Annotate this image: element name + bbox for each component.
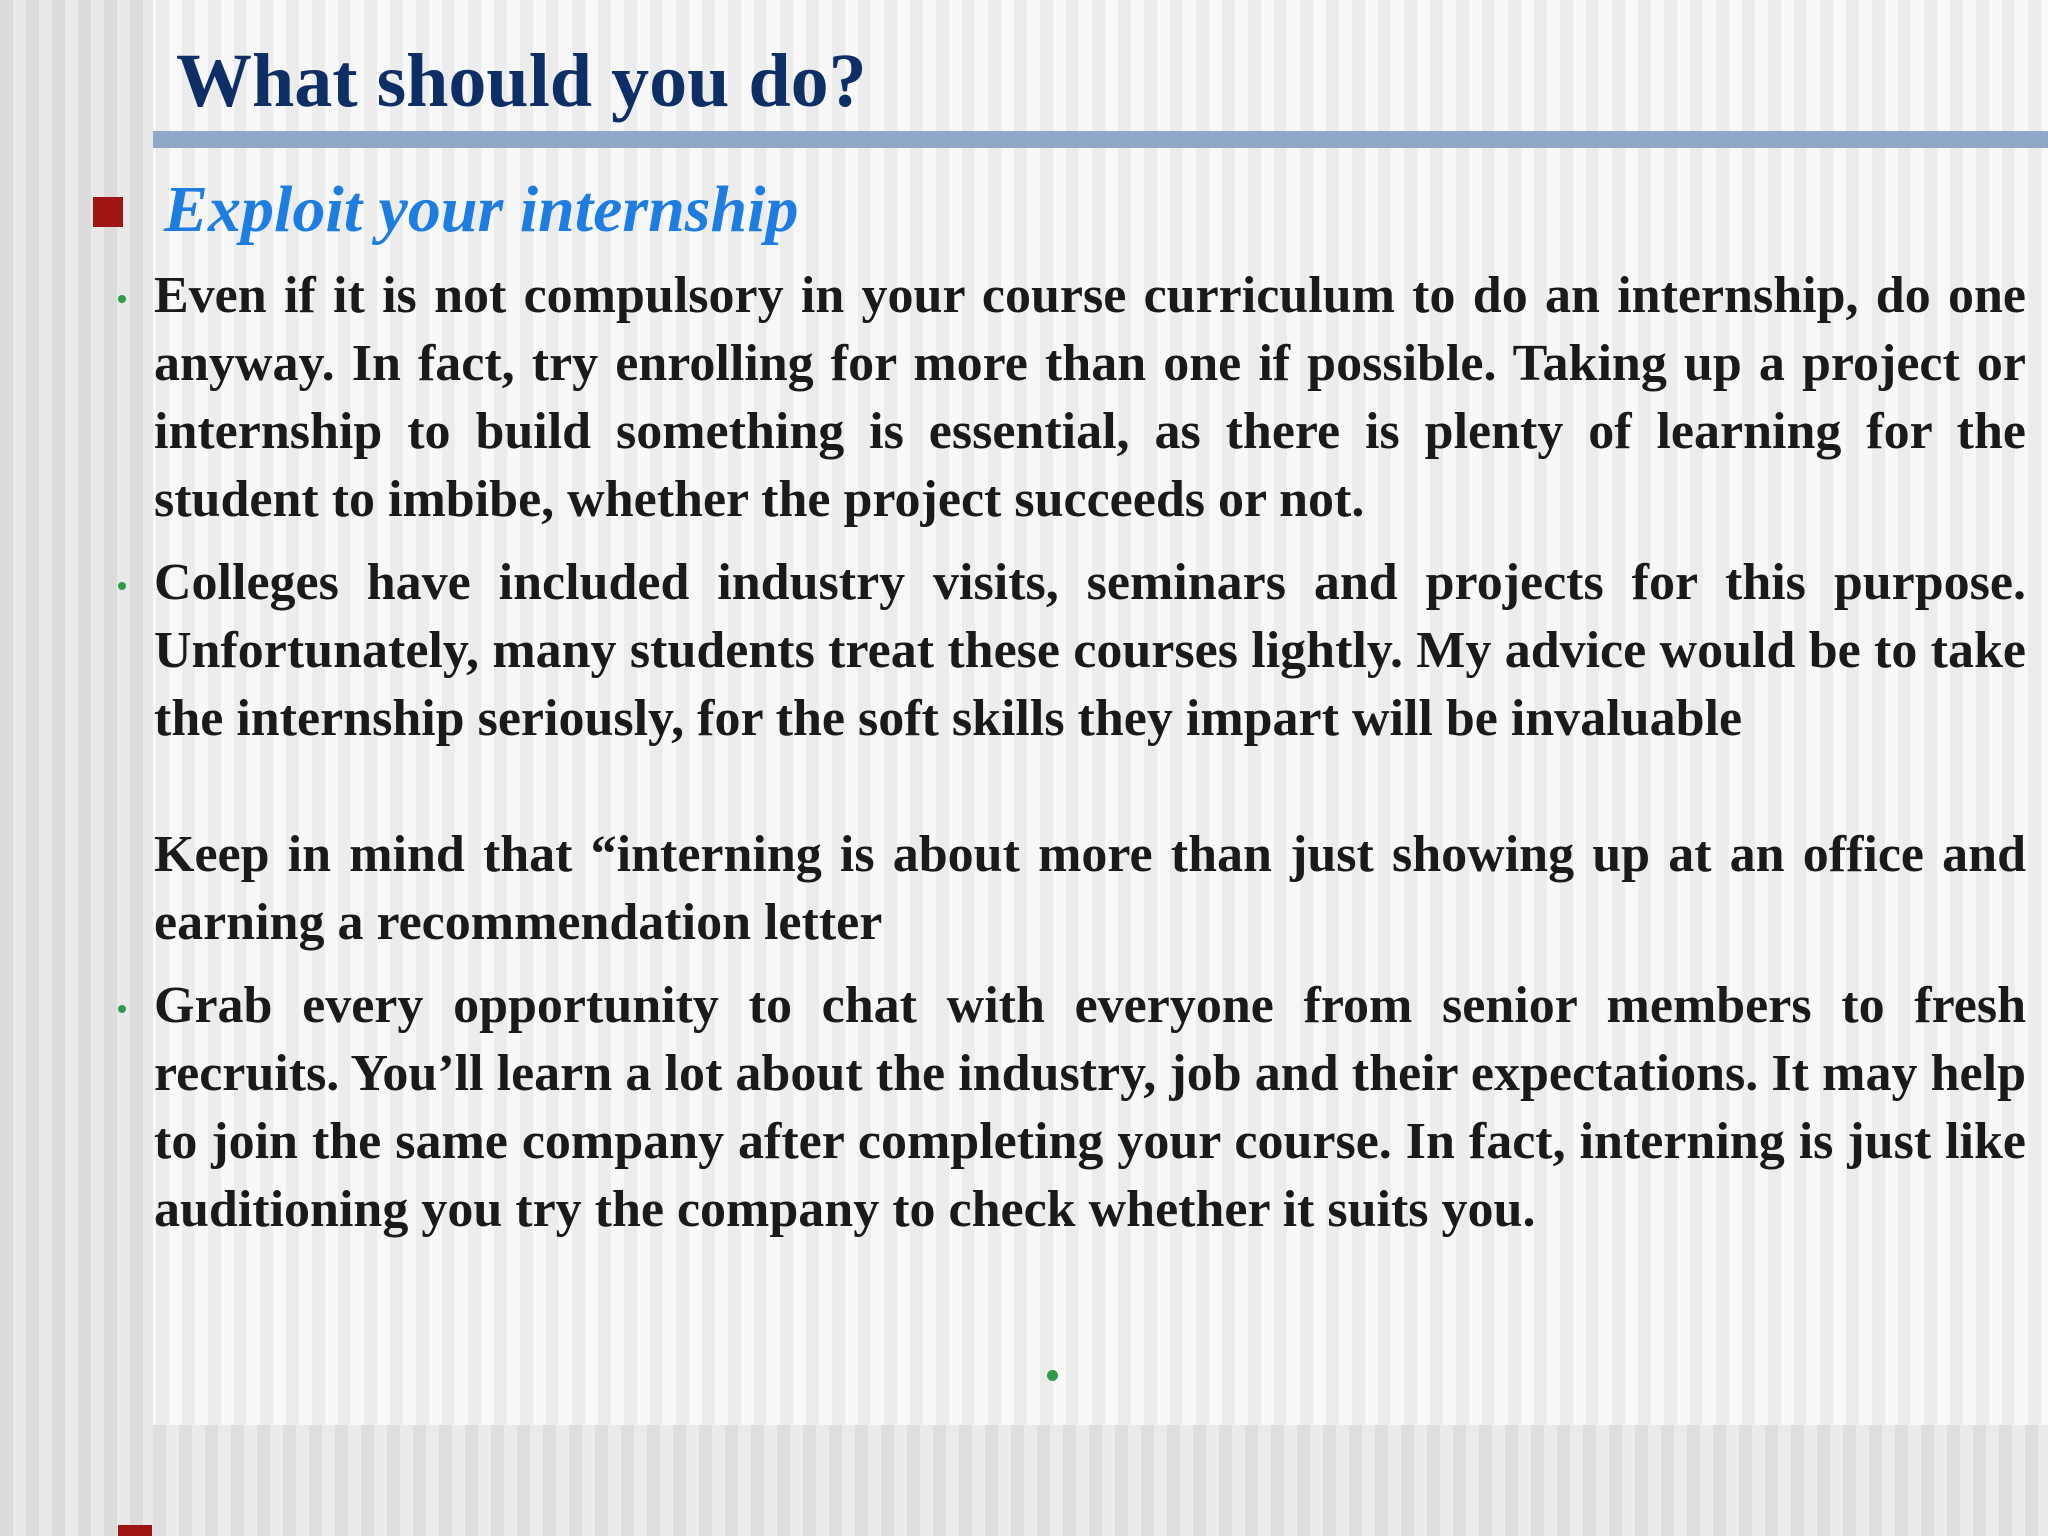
left-decorative-strip <box>0 0 153 1536</box>
bullet-paragraph-1: Even if it is not compulsory in your course curriculum to do an internship, do one anyway. In fact, try enrolling for more than one if possible. Taking up a project or internship to build something is essential, as there is plenty of learning for the student to imbibe, whether the project succeeds or not. <box>154 267 2026 528</box>
dot-bullet-icon <box>1047 1370 1058 1381</box>
dot-bullet-icon <box>118 295 126 303</box>
square-bullet-icon <box>93 197 123 227</box>
dot-bullet-icon <box>118 582 126 590</box>
bullet-paragraph-2: Colleges have included industry visits, seminars and projects for this purpose. Unfortunately, many students treat these courses lightly. My advice would be to take the internship seriously, for the soft skills they impart will be invaluable <box>154 554 2026 747</box>
bottom-decorative-band <box>153 1425 2048 1536</box>
bullet-paragraph-3: Grab every opportunity to chat with everyone from senior members to fresh recruits. You’ll learn a lot about the industry, job and their expectations. It may help to join the same company after completing your course. In fact, interning is just like auditioning you try the company to check whether it suits you. <box>154 977 2026 1238</box>
square-bullet-icon <box>118 1525 152 1536</box>
title-underline-rule <box>153 131 2048 148</box>
dot-bullet-icon <box>118 1005 126 1013</box>
slide-title: What should you do? <box>176 39 867 123</box>
subheading: Exploit your internship <box>164 173 799 246</box>
bullet-paragraph-2-continuation: Keep in mind that “interning is about more than just showing up at an office and earning a recommendation letter <box>154 826 2026 951</box>
